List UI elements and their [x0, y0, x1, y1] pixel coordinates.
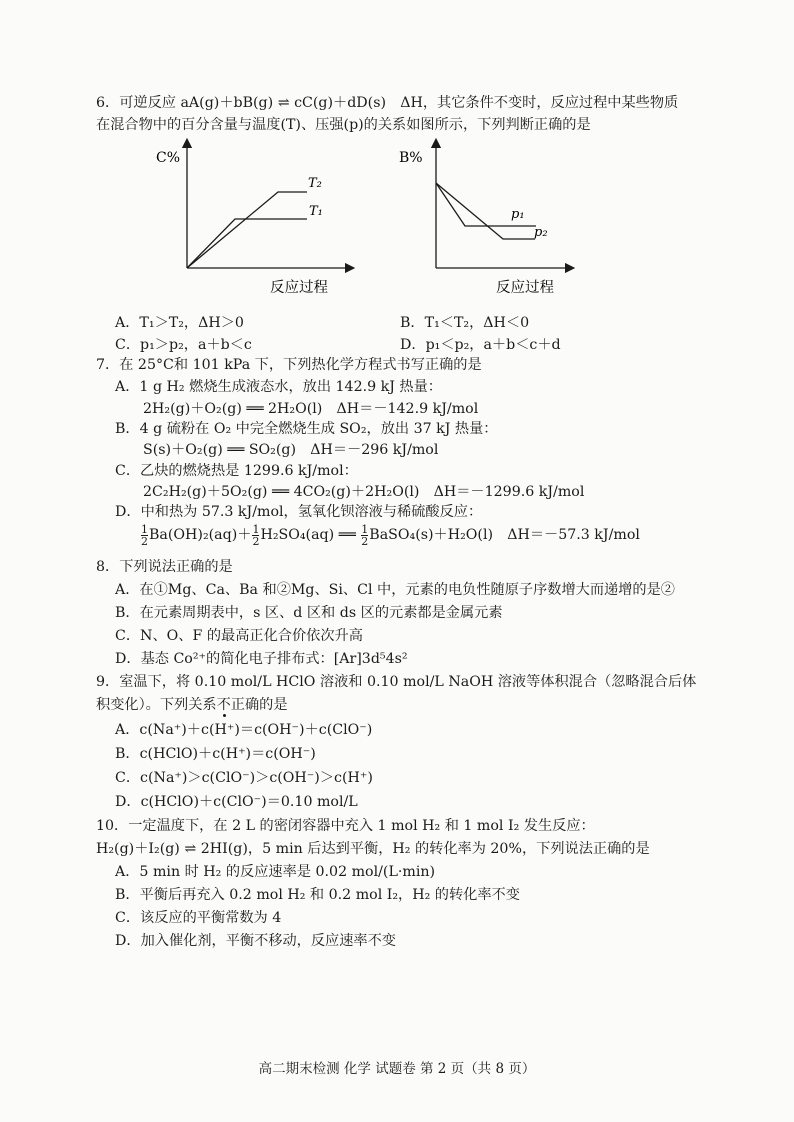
- q7-option-d-equation: [140, 523, 640, 547]
- q8-option-a: A．在①Mg、Ca、Ba 和②Mg、Si、Cl 中，元素的电负性随原子序数增大而递增的是②: [115, 582, 675, 598]
- q8-stem: 8．下列说法正确的是: [96, 559, 233, 575]
- q6-option-b: B．T₁＜T₂，ΔH＜0: [400, 315, 530, 331]
- fraction-half: $\frac{1}{2}$: [361, 522, 369, 548]
- graph2-label-p2: p₂: [534, 225, 548, 240]
- page-footer: 高二期末检测 化学 试题卷 第 2 页（共 8 页）: [258, 1061, 536, 1077]
- q10-stem-line1: 10．一定温度下，在 2 L 的密闭容器中充入 1 mol H₂ 和 1 mol I₂ 发生反应：: [96, 818, 595, 834]
- fraction-half: $\frac{1}{2}$: [252, 522, 260, 548]
- q9-option-c: C．c(Na⁺)＞c(ClO⁻)＞c(OH⁻)＞c(H⁺): [115, 770, 373, 786]
- q6-graph-c-percent: [150, 135, 380, 305]
- q6-option-c: C．p₁＞p₂，a＋b＜c: [115, 337, 252, 353]
- q7-option-b-equation: S(s)＋O₂(g) ══ SO₂(g) ΔH＝－296 kJ/mol: [143, 442, 439, 458]
- q10-option-d: D．加入催化剂，平衡不移动，反应速率不变: [115, 933, 396, 949]
- equation-part-2: H₂SO₄(aq) ══: [260, 527, 361, 543]
- q7-option-b-desc: B．4 g 硫粉在 O₂ 中完全燃烧生成 SO₂，放出 37 kJ 热量：: [115, 421, 498, 437]
- q9-stem-line2: 积变化）。下列关系不正确的是: [96, 697, 288, 713]
- graph1-x-label: 反应过程: [270, 280, 328, 296]
- graph1-curve-t1: [187, 219, 307, 268]
- graph1-label-t2: T₂: [308, 176, 322, 191]
- q7-option-c-equation: 2C₂H₂(g)＋5O₂(g) ══ 4CO₂(g)＋2H₂O(l) ΔH＝－1299.6 kJ/mol: [143, 484, 585, 500]
- q10-option-b: B．平衡后再充入 0.2 mol H₂ 和 0.2 mol I₂，H₂ 的转化率不变: [115, 887, 520, 903]
- fraction-half: $\frac{1}{2}$: [141, 522, 148, 548]
- emphasis-not: 不: [216, 697, 231, 713]
- q10-option-a: A．5 min 时 H₂ 的反应速率是 0.02 mol/(L·min): [115, 864, 436, 880]
- q6-option-a: A．T₁＞T₂，ΔH＞0: [115, 315, 244, 331]
- q8-option-b: B．在元素周期表中，s 区、d 区和 ds 区的元素都是金属元素: [115, 605, 503, 621]
- q6-stem-line2: 在混合物中的百分含量与温度(T)、压强(p)的关系如图所示，下列判断正确的是: [96, 117, 591, 133]
- q9-option-a: A．c(Na⁺)＋c(H⁺)＝c(OH⁻)＋c(ClO⁻): [115, 722, 373, 738]
- graph1-label-t1: T₁: [309, 204, 323, 219]
- q6-graph-b-percent: [398, 135, 598, 305]
- graph2-label-p1: p₁: [511, 207, 525, 222]
- equation-part-1: Ba(OH)₂(aq)＋: [149, 527, 252, 543]
- graph2-y-label: B%: [399, 150, 423, 166]
- graph2-x-label: 反应过程: [496, 280, 554, 296]
- q7-option-a-desc: A．1 g H₂ 燃烧生成液态水，放出 142.9 kJ 热量：: [115, 379, 442, 395]
- q6-option-d: D．p₁＜p₂，a＋b＜c＋d: [400, 337, 561, 353]
- q9-stem-line1: 9．室温下，将 0.10 mol/L HClO 溶液和 0.10 mol/L NaOH 溶液等体积混合（忽略混合后体: [96, 674, 697, 690]
- graph1-curve-t2: [187, 192, 307, 268]
- q7-option-d-desc: D．中和热为 57.3 kJ/mol，氢氧化钡溶液与稀硫酸反应：: [115, 504, 483, 520]
- q8-option-d: D．基态 Co²⁺的简化电子排布式：[Ar]3d⁵4s²: [115, 651, 408, 667]
- q9-option-d: D．c(HClO)＋c(ClO⁻)＝0.10 mol/L: [115, 794, 358, 810]
- q7-option-a-equation: 2H₂(g)＋O₂(g) ══ 2H₂O(l) ΔH＝－142.9 kJ/mol: [143, 401, 479, 417]
- q7-stem: 7．在 25°C和 101 kPa 下，下列热化学方程式书写正确的是: [96, 357, 482, 373]
- q10-option-c: C．该反应的平衡常数为 4: [115, 910, 282, 926]
- graph1-y-label: C%: [156, 150, 181, 166]
- q6-stem-line1: 6．可逆反应 aA(g)＋bB(g) ⇌ cC(g)＋dD(s) ΔH，其它条件不变时，反应过程中某些物质: [96, 95, 679, 111]
- q8-option-c: C．N、O、F 的最高正化合价依次升高: [115, 628, 363, 644]
- q10-stem-line2: H₂(g)＋I₂(g) ⇌ 2HI(g)，5 min 后达到平衡，H₂ 的转化率为 20%，下列说法正确的是: [96, 841, 650, 857]
- q7-option-c-desc: C．乙炔的燃烧热是 1299.6 kJ/mol：: [115, 463, 358, 479]
- equation-part-3: BaSO₄(s)＋H₂O(l) ΔH＝－57.3 kJ/mol: [369, 527, 640, 543]
- q9-option-b: B．c(HClO)＋c(H⁺)＝c(OH⁻): [115, 746, 316, 762]
